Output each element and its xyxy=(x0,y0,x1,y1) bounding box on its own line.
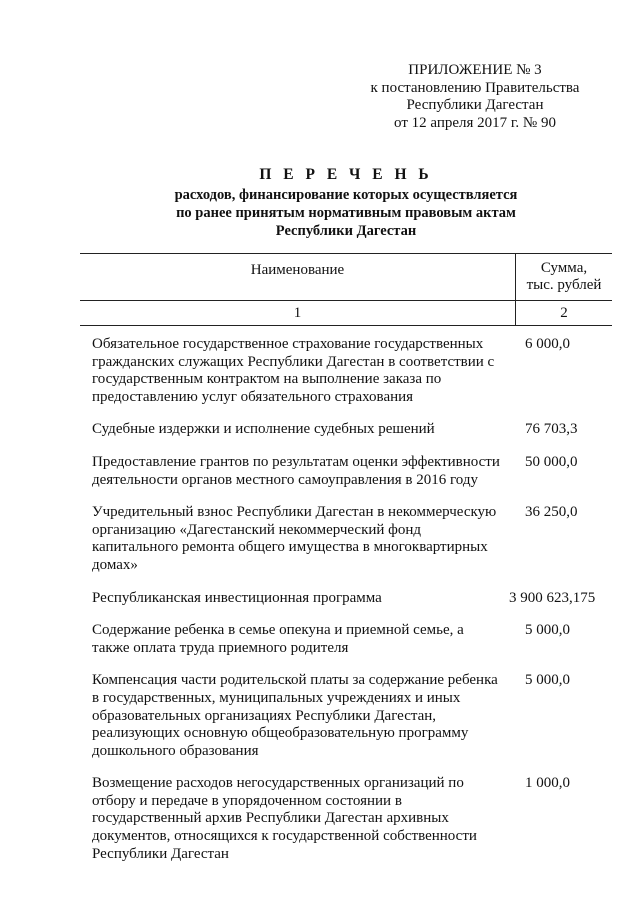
row-sum: 36 250,0 xyxy=(525,504,578,521)
table-row xyxy=(80,590,612,608)
row-name: Судебные издержки и исполнение судебных решений xyxy=(92,421,435,438)
table-row xyxy=(80,672,612,760)
annex-title: ПРИЛОЖЕНИЕ № 3 xyxy=(408,62,542,78)
table-header xyxy=(80,254,612,301)
header-sum-line-2: тыс. рублей xyxy=(526,277,602,293)
row-sum: 5 000,0 xyxy=(525,622,570,639)
column-number-2: 2 xyxy=(560,305,568,321)
row-name: Содержание ребенка в семье опекуна и приемной семье, а также оплата труда приемного родителя xyxy=(92,622,464,656)
row-name: Компенсация части родительской платы за содержание ребенка в государственных, муниципальных учреждениях и иных образовательных организациях Республики Дагестан, реализующих основную общеобразовательную программу дошкольного образования xyxy=(92,672,498,759)
row-sum: 3 900 623,175 xyxy=(509,589,596,606)
document-title xyxy=(80,164,612,240)
table-row xyxy=(80,421,612,439)
header-name: Наименование xyxy=(80,254,516,300)
row-sum: 6 000,0 xyxy=(525,336,570,352)
expenses-table xyxy=(80,253,612,863)
row-sum: 50 000,0 xyxy=(525,453,578,470)
table-row xyxy=(80,454,612,489)
annex-date: от 12 апреля 2017 г. № 90 xyxy=(394,114,556,131)
table-row xyxy=(80,336,612,406)
title-line-2: по ранее принятым нормативным правовым актам xyxy=(176,205,516,221)
row-sum: 5 000,0 xyxy=(525,672,570,689)
table-row xyxy=(80,504,612,574)
row-name: Обязательное государственное страхование государственных гражданских служащих Республики Дагестан в соответствии с государственным контрактом на выполнение заказа по предоставлению услуг обязательного страхования xyxy=(92,336,495,405)
table-row xyxy=(80,622,612,657)
annex-block xyxy=(352,62,598,132)
title-line-1: расходов, финансирование которых осуществляется xyxy=(174,187,518,203)
header-sum-line-1: Сумма, xyxy=(540,260,588,276)
row-name: Возмещение расходов негосударственных организаций по отбору и передаче в упорядоченном состоянии в государственный архив Республики Дагестан архивных документов, относящихся к государственной собственности Республики Дагестан xyxy=(92,775,477,862)
annex-line-2: к постановлению Правительства xyxy=(370,79,580,96)
row-name: Учредительный взнос Республики Дагестан в некоммерческую организацию «Дагестанский некоммерческий фонд капитального ремонта общего имущества в многоквартирных домах» xyxy=(92,504,497,573)
header-sum xyxy=(516,254,612,300)
row-name: Предоставление грантов по результатам оценки эффективности деятельности органов местного самоуправления в 2016 году xyxy=(92,453,500,488)
title-line-3: Республики Дагестан xyxy=(275,223,417,239)
row-sum: 1 000,0 xyxy=(525,775,570,792)
row-sum: 76 703,3 xyxy=(525,421,578,438)
table-row xyxy=(80,775,612,863)
row-name: Республиканская инвестиционная программа xyxy=(92,589,382,606)
column-numbers-row xyxy=(80,301,612,326)
title-main: П Е Р Е Ч Е Н Ь xyxy=(259,166,433,183)
annex-line-3: Республики Дагестан xyxy=(406,97,544,113)
column-number-1: 1 xyxy=(80,301,516,325)
